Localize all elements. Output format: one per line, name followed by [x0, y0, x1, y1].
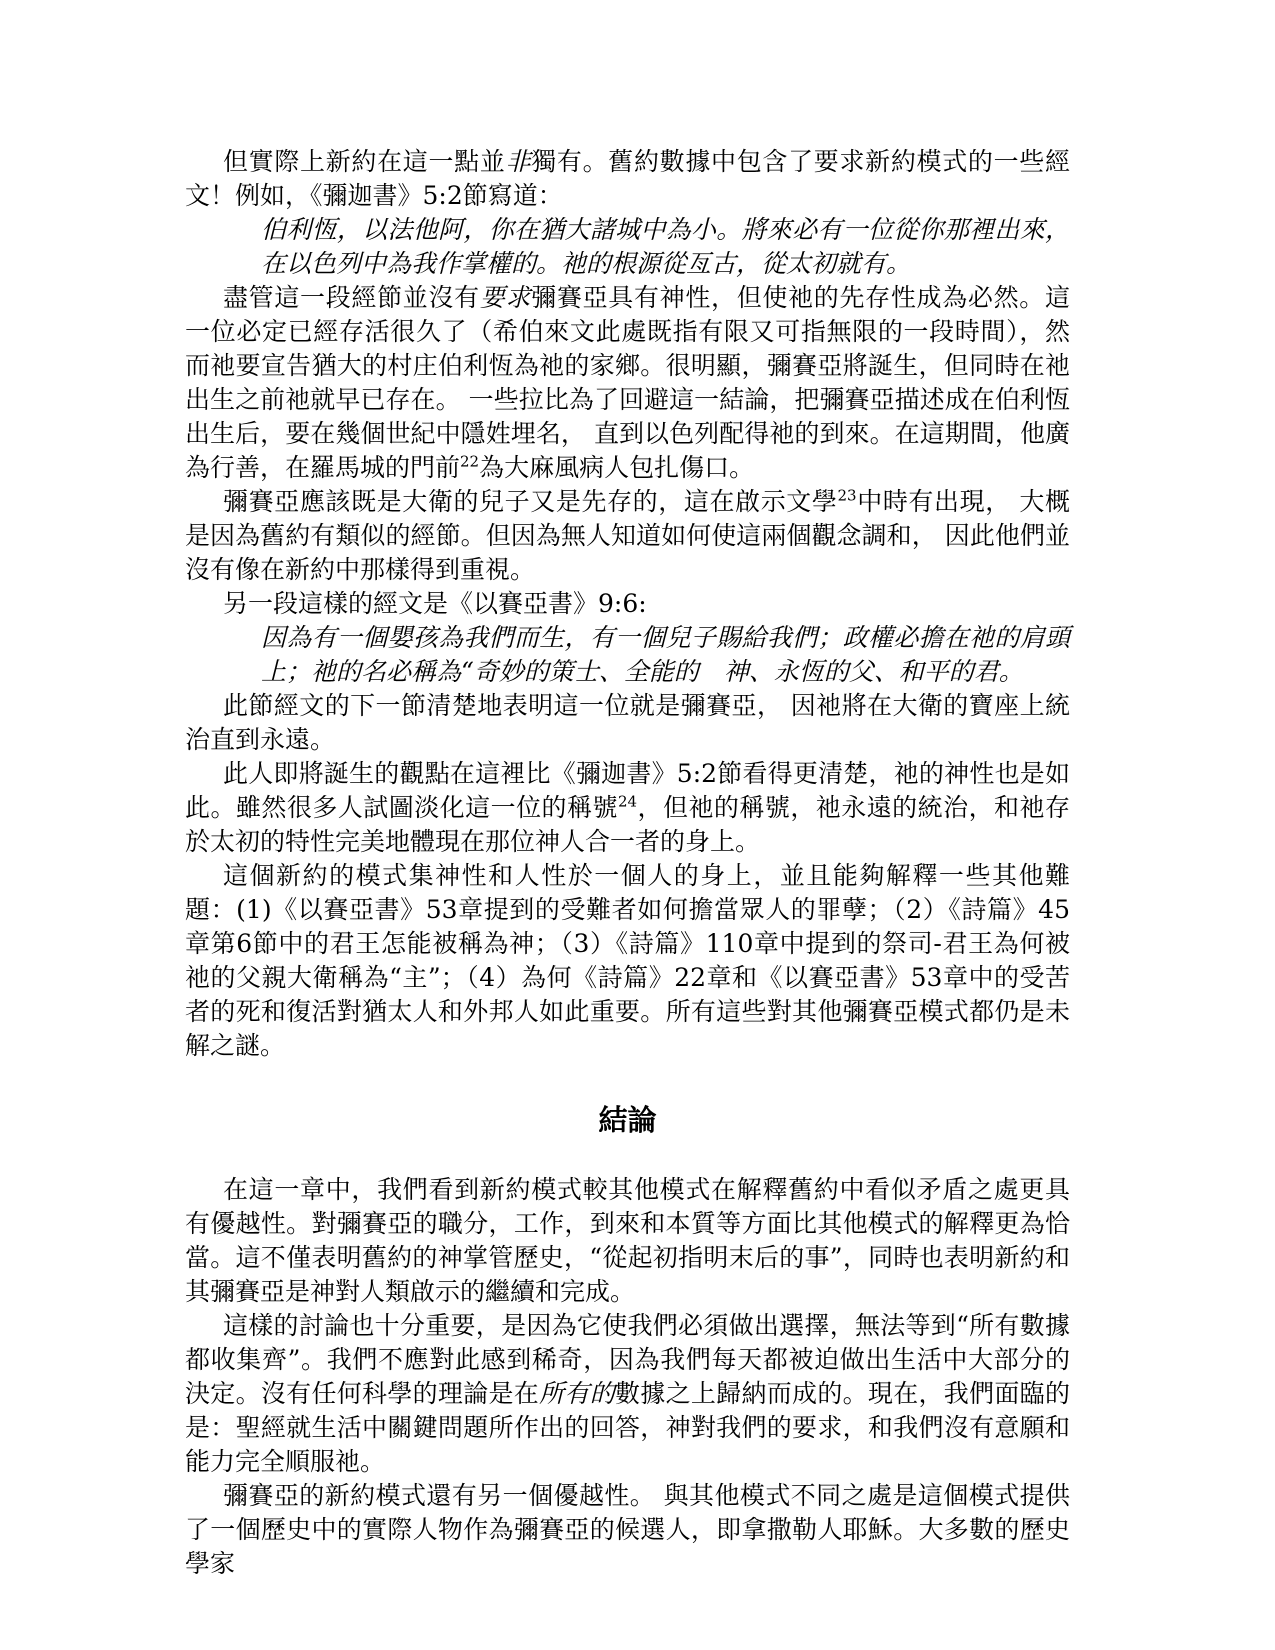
quote-micah: 伯利恆，以法他阿，你在猶大諸城中為小。將來必有一位從你那裡出來，在以色列中為我作掌權的。祂的根源從亙古，從太初就有。: [261, 215, 1070, 278]
paragraph-8: 在這一章中，我們看到新約模式較其他模式在解釋舊約中看似矛盾之處更具有優越性。對彌賽亞的職分，工作，到來和本質等方面比其他模式的解釋更為恰當。這不僅表明舊約的神掌管歷史，“從起初指明末后的事”，同時也表明新約和其彌賽亞是神對人類啟示的繼續和完成。: [185, 1175, 1070, 1306]
paragraph-9: [185, 1309, 1070, 1479]
document-body: [185, 145, 1070, 1581]
text-run: 獨有。舊約數據中包含了要求新約模式的一些經文！例如，《彌迦書》5:2節寫道：: [185, 147, 1070, 210]
text-run: 但實際上新約在這一點並: [223, 147, 506, 176]
emphasis-text: 非: [505, 147, 532, 176]
text-run: 中時有出現， 大概是因為舊約有類似的經節。但因為無人知道如何使這兩個觀念調和， 因此他們並沒有像在新約中那樣得到重視。: [185, 487, 1070, 584]
section-heading: 結論: [598, 1103, 657, 1137]
paragraph-2: [185, 281, 1070, 485]
text-run: 這樣的討論也十分重要，是因為它使我們必須做出選擇，無法等到“所有數據都收集齊”。我們不應對此感到稀奇，因為我們每天都被迫做出生活中大部分的決定。沒有任何科學的理論是在: [185, 1311, 1070, 1408]
paragraph-3: [185, 485, 1070, 587]
text-run: 彌賽亞具有神性，但使祂的先存性成為必然。這一位必定已經存活很久了（希伯來文此處既指有限又可指無限的一段時間），然而祂要宣告猶大的村庄伯利恆為祂的家鄉。很明顯，彌賽亞將誕生，但同時在祂出生之前祂就早已存在。 一些拉比為了回避這一結論，把彌賽亞描述成在伯利恆出生后，要在幾個世紀中隱姓埋名， 直到以色列配得祂的到來。在這期間，他廣為行善，在羅馬城的門前: [185, 283, 1070, 482]
paragraph-1: [185, 145, 1070, 213]
footnote-ref-22: 22: [460, 452, 480, 471]
text-run: 數據之上歸納而成的。現在，我們面臨的是：聖經就生活中關鍵問題所作出的回答，神對我們的要求，和我們沒有意願和能力完全順服祂。: [185, 1379, 1070, 1476]
text-run: 此人即將誕生的觀點在這裡比《彌迦書》5:2節看得更清楚，祂的神性也是如此。雖然很多人試圖淡化這一位的稱號: [185, 759, 1070, 822]
paragraph-10: 彌賽亞的新約模式還有另一個優越性。 與其他模式不同之處是這個模式提供了一個歷史中的實際人物作為彌賽亞的候選人，即拿撒勒人耶穌。大多數的歷史學家: [185, 1481, 1070, 1578]
quote-isaiah: 因為有一個嬰孩為我們而生，有一個兒子賜給我們；政權必擔在祂的肩頭上；祂的名必稱為“奇妙的策士、全能的 神、永恆的父、和平的君。: [261, 623, 1070, 686]
text-run: 彌賽亞應該既是大衛的兒子又是先存的，這在啟示文學: [223, 487, 838, 516]
footnote-ref-23: 23: [837, 486, 857, 505]
text-run: 為大麻風病人包扎傷口。: [479, 453, 755, 482]
paragraph-4: 另一段這樣的經文是《以賽亞書》9:6:: [223, 589, 647, 618]
emphasis-text: 要求: [479, 283, 532, 312]
paragraph-5: 此節經文的下一節清楚地表明這一位就是彌賽亞， 因祂將在大衛的寶座上統治直到永遠。: [185, 691, 1070, 754]
paragraph-7: 這個新約的模式集神性和人性於一個人的身上，並且能夠解釋一些其他難題：(1)《以賽亞書》53章提到的受難者如何擔當眾人的罪孽；（2）《詩篇》45章第6節中的君王怎能被稱為神；（3）《詩篇》110章中提到的祭司-君王為何被祂的父親大衛稱為“主”；（4）為何《詩篇》22章和《以賽亞書》53章中的受苦者的死和復活對猶太人和外邦人如此重要。所有這些對其他彌賽亞模式都仍是未解之謎。: [185, 861, 1070, 1060]
emphasis-text: 所有的: [539, 1379, 615, 1408]
paragraph-6: [185, 757, 1070, 859]
text-run: 盡管這一段經節並沒有: [223, 283, 480, 312]
footnote-ref-24: 24: [617, 792, 638, 811]
text-run: ，但祂的稱號，祂永遠的統治，和祂存於太初的特性完美地體現在那位神人合一者的身上。: [185, 793, 1070, 856]
